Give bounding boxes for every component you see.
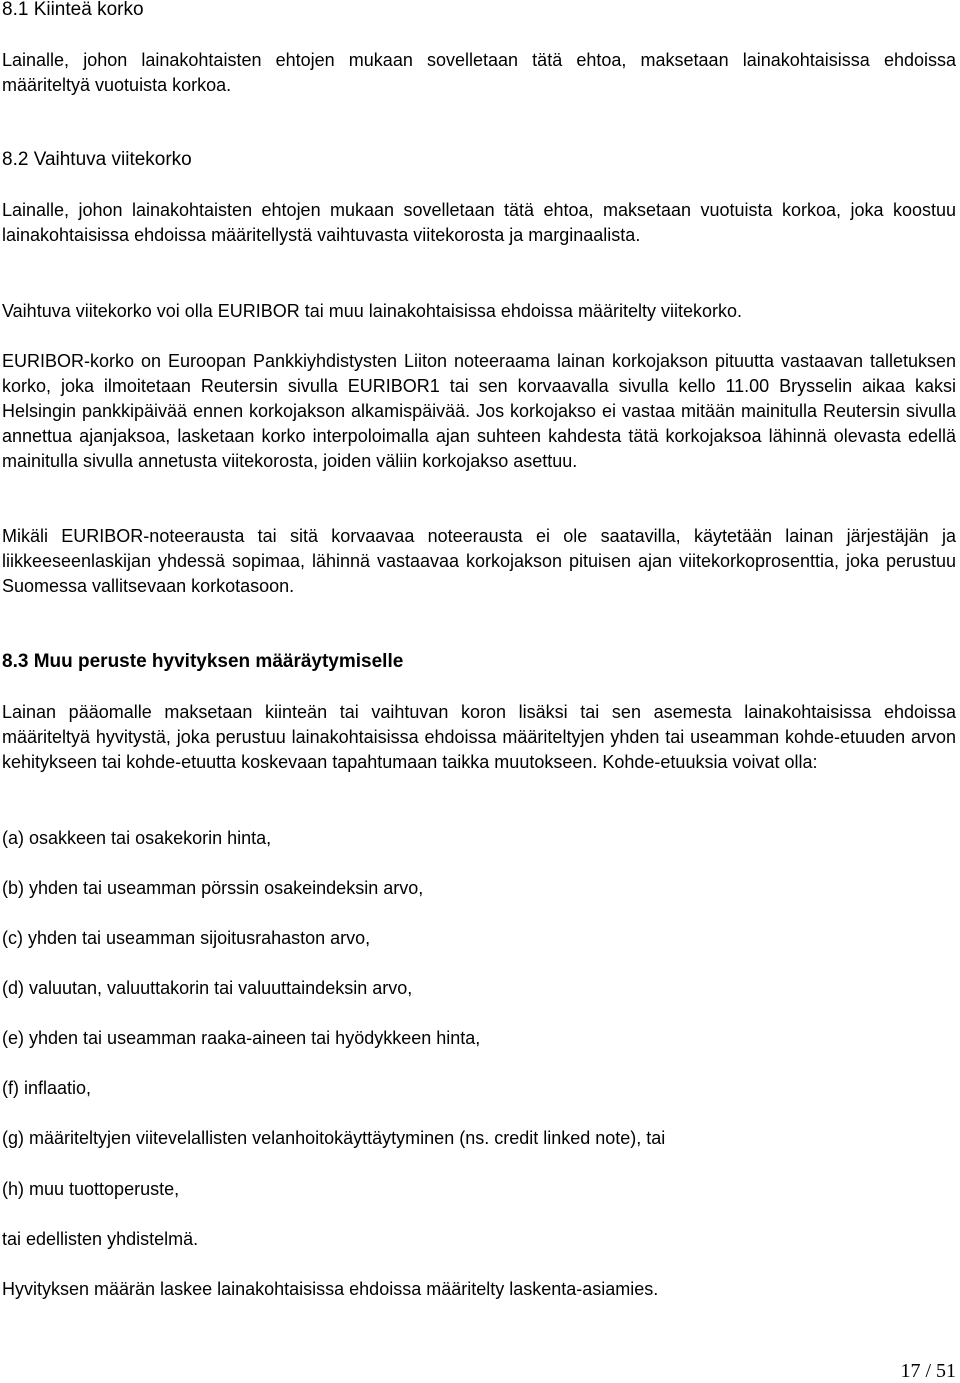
section-8-3-paragraph: Lainan pääomalle maksetaan kiinteän tai vaihtuvan koron lisäksi tai sen asemesta lainakohtaisissa ehdoissa määriteltyä hyvitystä, joka perustuu lainakohtaisissa ehdoissa määriteltyjen yhden tai useamman kohde-etuuden arvon kehitykseen tai kohde-etuutta koskevaan tapahtumaan taikka muutokseen. Kohde-etuuksia voivat olla:: [2, 702, 956, 772]
section-8-2-paragraph-3: EURIBOR-korko on Euroopan Pankkiyhdistysten Liiton noteeraama lainan korkojakson pituutta vastaavan talletuksen korko, joka ilmoitetaan Reutersin sivulla EURIBOR1 tai sen korvaavalla sivulla kello 11.00 Brysselin aikaa kaksi Helsingin pankkipäivää ennen korkojakson alkamispäivää. Jos korkojakso ei vastaa mitään mainitulla Reutersin sivulla annettua ajanjaksoa, lasketaan korko interpoloimalla ajan suhteen kahdesta tätä korkojaksoa lähinnä olevasta edellä mainitulla sivulla annetusta viitekorosta, joiden väliin korkojakso asettuu.: [2, 351, 956, 471]
section-8-2-paragraph-4: Mikäli EURIBOR-noteerausta tai sitä korvaavaa noteerausta ei ole saatavilla, käytetään lainan järjestäjän ja liikkeeseenlaskijan yhdessä sopimaa, lähinnä vastaavaa korkojakson pituisen ajan viitekorkoprosenttia, joka perustuu Suomessa vallitsevaan korkotasoon.: [2, 526, 956, 596]
list-item: (g) määriteltyjen viitevelallisten velanhoitokäyttäytyminen (ns. credit linked note), tai: [2, 1128, 666, 1148]
list-item: (d) valuutan, valuuttakorin tai valuuttaindeksin arvo,: [2, 978, 413, 998]
list-tail: tai edellisten yhdistelmä.: [2, 1229, 199, 1249]
list-item: (h) muu tuottoperuste,: [2, 1179, 180, 1199]
section-8-2-paragraph-2: Vaihtuva viitekorko voi olla EURIBOR tai muu lainakohtaisissa ehdoissa määritelty viitekorko.: [2, 301, 742, 321]
list-item: (f) inflaatio,: [2, 1078, 92, 1098]
section-8-3-final-paragraph: Hyvityksen määrän laskee lainakohtaisissa ehdoissa määritelty laskenta-asiamies.: [2, 1279, 659, 1299]
page-number: 17 / 51: [900, 1360, 956, 1382]
list-item: (a) osakkeen tai osakekorin hinta,: [2, 828, 272, 848]
section-8-2-paragraph-1: Lainalle, johon lainakohtaisten ehtojen mukaan sovelletaan tätä ehtoa, maksetaan vuotuista korkoa, joka koostuu lainakohtaisissa ehdoissa määritellystä vaihtuvasta viitekorosta ja marginaalista.: [2, 200, 956, 245]
section-8-3-heading: 8.3 Muu peruste hyvityksen määräytymiselle: [2, 651, 404, 672]
section-8-2-heading: 8.2 Vaihtuva viitekorko: [2, 149, 192, 170]
list-item: (c) yhden tai useamman sijoitusrahaston arvo,: [2, 928, 371, 948]
section-8-1-paragraph: Lainalle, johon lainakohtaisten ehtojen mukaan sovelletaan tätä ehtoa, maksetaan lainakohtaisissa ehdoissa määriteltyä vuotuista korkoa.: [2, 50, 956, 95]
list-item: (e) yhden tai useamman raaka-aineen tai hyödykkeen hinta,: [2, 1028, 481, 1048]
section-8-1-heading: 8.1 Kiinteä korko: [2, 0, 144, 20]
list-item: (b) yhden tai useamman pörssin osakeindeksin arvo,: [2, 878, 424, 898]
